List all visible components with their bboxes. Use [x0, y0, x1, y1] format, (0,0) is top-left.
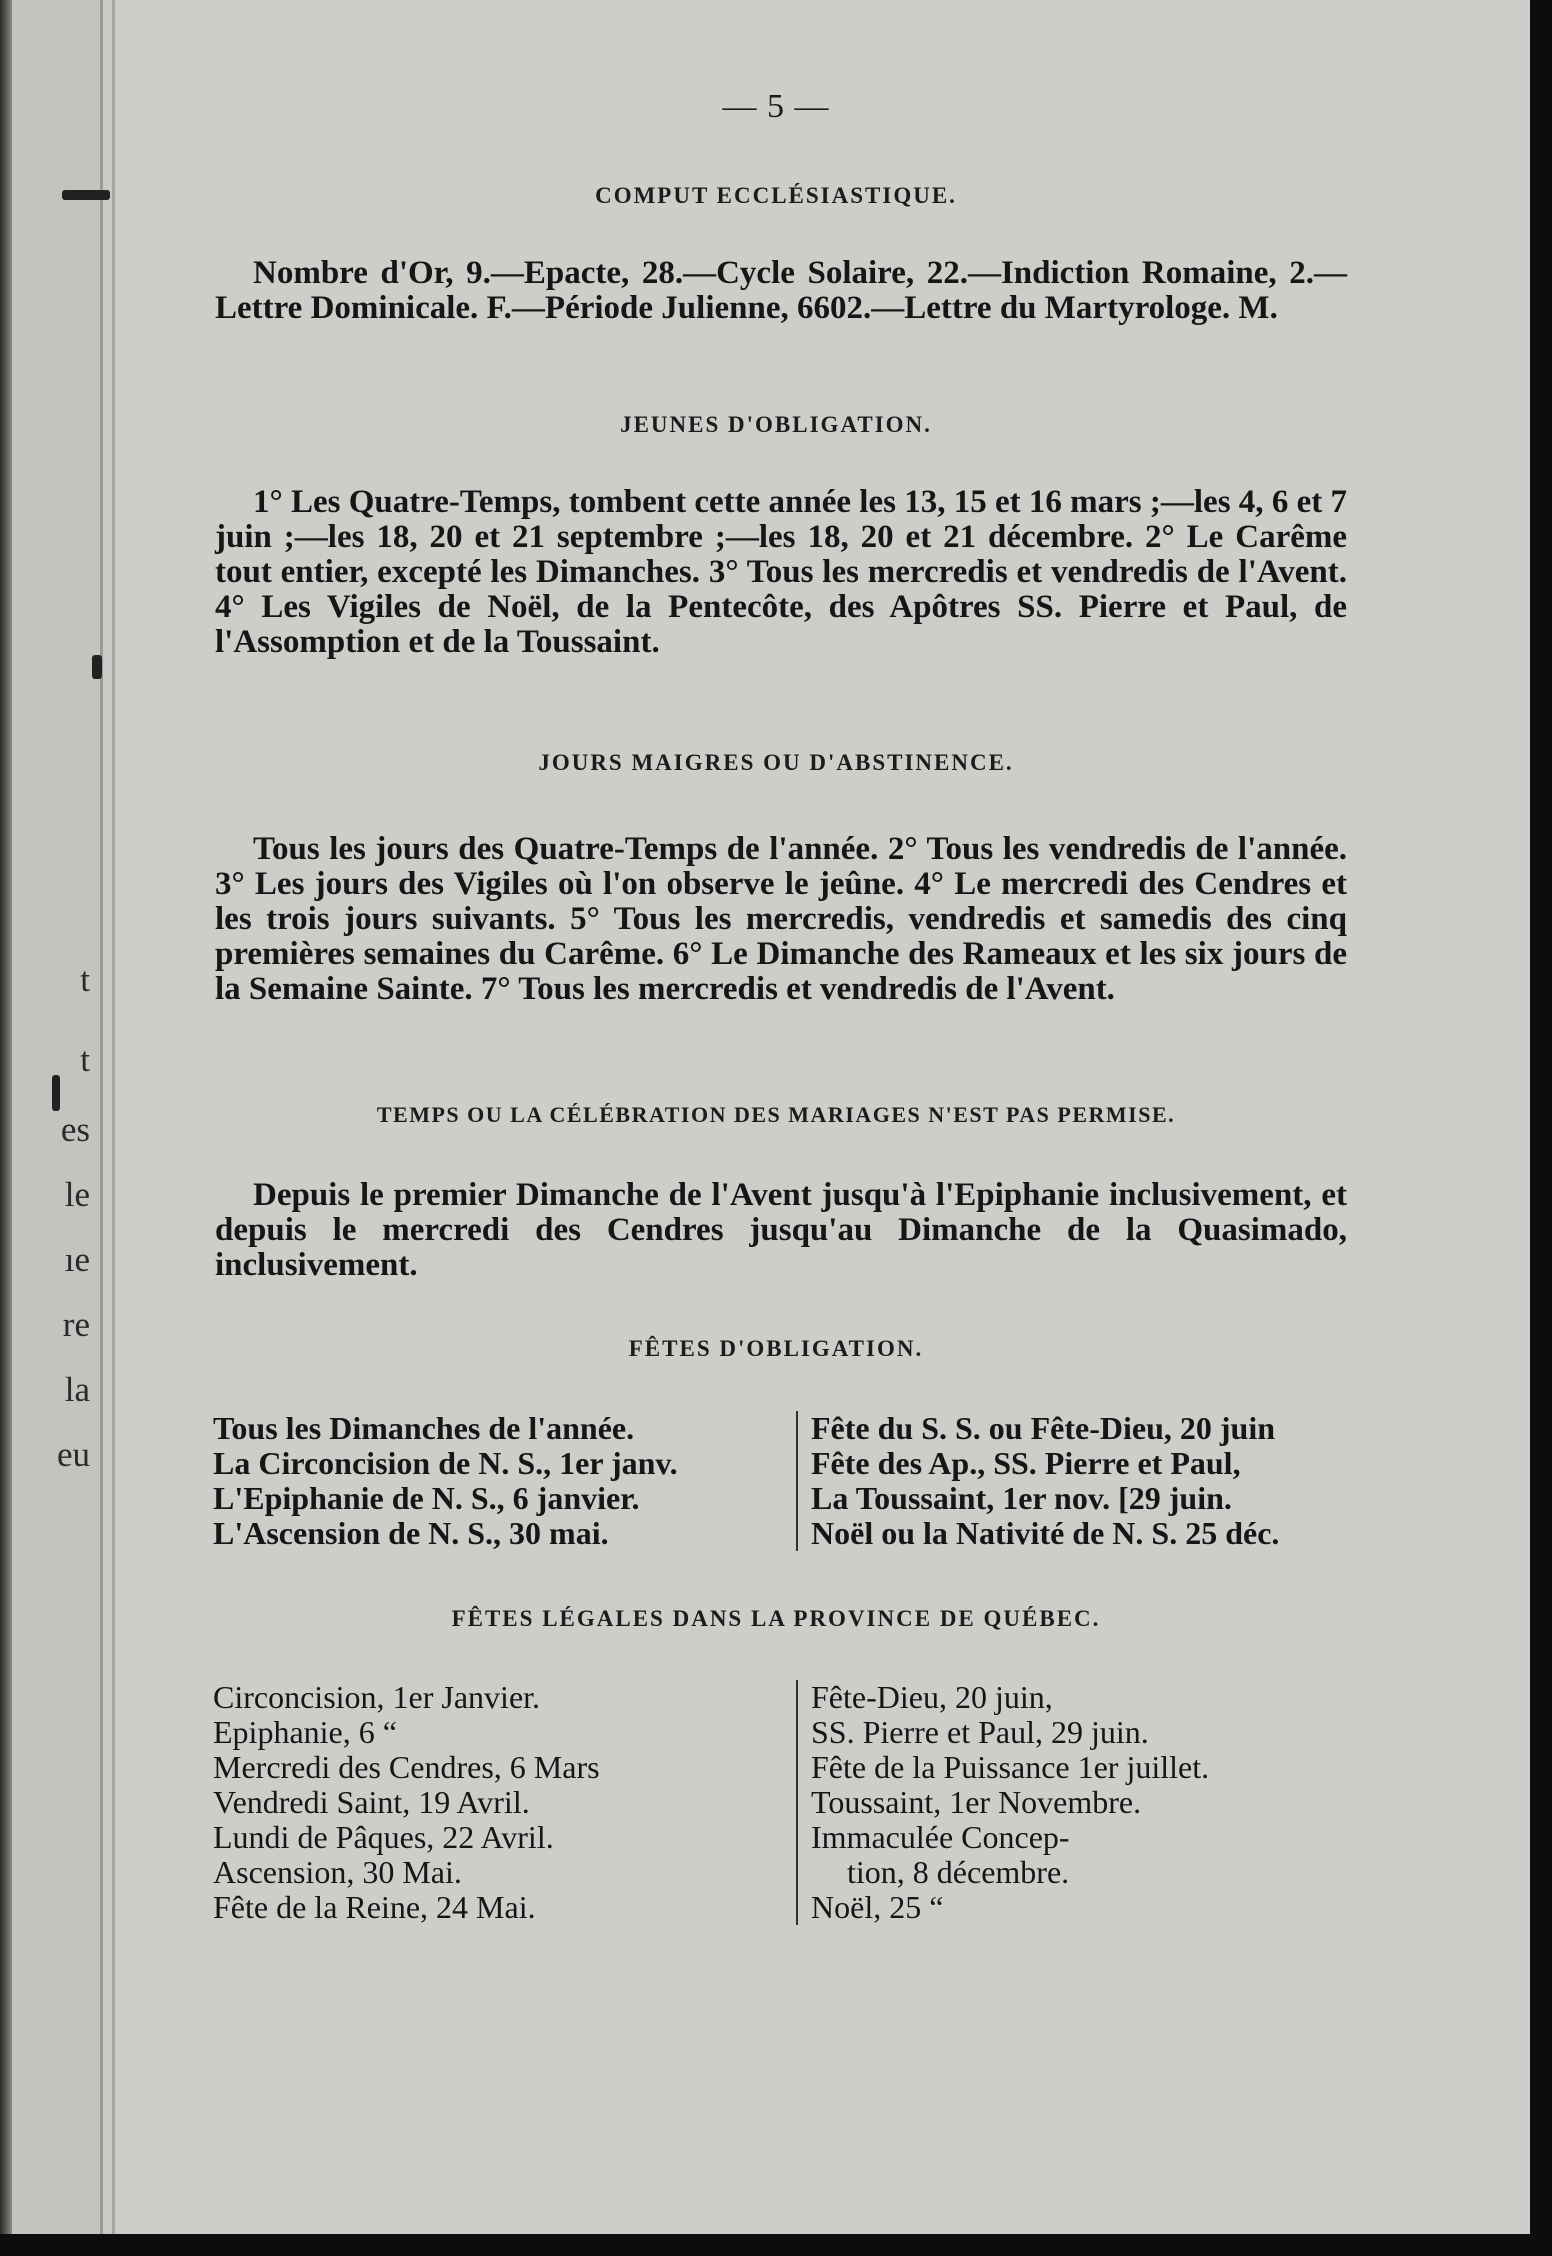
paragraph-comput: Nombre d'Or, 9.—Epacte, 28.—Cycle Solaire, 22.—Indiction Romaine, 2.—Lettre Dominicale. F.—Période Julienne, 6602.—Lettre du Martyrologe. M.	[215, 255, 1347, 326]
fetes-obligation-table	[213, 1411, 1353, 1556]
facing-page-text: eu	[56, 1435, 90, 1474]
list-item: Tous les Dimanches de l'année.	[213, 1410, 635, 1446]
list-item: Fête-Dieu, 20 juin,	[811, 1679, 1053, 1715]
facing-page-text: le	[64, 1175, 90, 1214]
list-item: L'Ascension de N. S., 30 mai.	[213, 1515, 609, 1551]
facing-page-strip	[0, 0, 103, 2256]
heading-mariages: TEMPS OU LA CÉLÉBRATION DES MARIAGES N'EST PAS PERMISE.	[376, 1102, 1176, 1127]
list-item: Mercredi des Cendres, 6 Mars	[213, 1749, 600, 1785]
ink-mark	[92, 655, 102, 679]
heading-comput: COMPUT ECCLÉSIASTIQUE.	[595, 183, 957, 208]
list-item: Fête des Ap., SS. Pierre et Paul,	[811, 1445, 1241, 1481]
list-item: Toussaint, 1er Novembre.	[811, 1784, 1142, 1820]
heading-fetes-legales: FÊTES LÉGALES DANS LA PROVINCE DE QUÉBEC.	[451, 1606, 1101, 1631]
facing-page-text: es	[60, 1110, 90, 1149]
list-item: Ascension, 30 Mai.	[213, 1854, 462, 1890]
list-item: Fête de la Reine, 24 Mai.	[213, 1889, 536, 1925]
list-item: La Circoncision de N. S., 1er janv.	[213, 1445, 678, 1481]
scan-border-right	[1530, 0, 1552, 2256]
list-item: Epiphanie, 6 “	[213, 1714, 397, 1750]
list-item: Noël ou la Nativité de N. S. 25 déc.	[811, 1515, 1280, 1551]
list-item: Fête de la Puissance 1er juillet.	[811, 1749, 1210, 1785]
facing-page-text: t	[80, 1040, 90, 1079]
facing-page-text: t	[80, 960, 90, 999]
fetes-legales-right-column	[796, 1680, 1371, 1925]
paragraph-mariages: Depuis le premier Dimanche de l'Avent jusqu'à l'Epiphanie inclusivement, et depuis le mercredi des Cendres jusqu'au Dimanche de la Quasimado, inclusivement.	[215, 1177, 1347, 1283]
heading-jours-maigres: JOURS MAIGRES OU D'ABSTINENCE.	[538, 750, 1014, 775]
list-item: tion, 8 décembre.	[847, 1854, 1070, 1890]
paragraph-jours-maigres: Tous les jours des Quatre-Temps de l'année. 2° Tous les vendredis de l'année. 3° Les jours des Vigiles où l'on observe le jeûne. 4° Le mercredi des Cendres et les trois jours suivants. 5° Tous les mercredis, vendredis et samedis des cinq premières semaines du Carême. 6° Le Dimanche des Rameaux et les six jours de la Semaine Sainte. 7° Tous les mercredis et vendredis de l'Avent.	[215, 831, 1347, 1007]
heading-jeunes: JEUNES D'OBLIGATION.	[620, 412, 932, 437]
fetes-obligation-left-column	[213, 1411, 773, 1551]
list-item: Noël, 25 “	[811, 1889, 944, 1925]
list-item: Vendredi Saint, 19 Avril.	[213, 1784, 530, 1820]
heading-fetes-obligation: FÊTES D'OBLIGATION.	[628, 1336, 924, 1361]
facing-page-text: ıe	[64, 1240, 90, 1279]
scan-border-bottom	[0, 2234, 1552, 2256]
facing-page-text: la	[64, 1370, 90, 1409]
page-number: — 5 —	[722, 88, 830, 125]
list-item: Fête du S. S. ou Fête-Dieu, 20 juin	[811, 1410, 1275, 1446]
list-item: SS. Pierre et Paul, 29 juin.	[811, 1714, 1149, 1750]
list-item: Lundi de Pâques, 22 Avril.	[213, 1819, 554, 1855]
paragraph-jeunes: 1° Les Quatre-Temps, tombent cette année les 13, 15 et 16 mars ;—les 4, 6 et 7 juin ;—les 18, 20 et 21 septembre ;—les 18, 20 et 21 décembre. 2° Le Carême tout entier, excepté les Dimanches. 3° Tous les mercredis et vendredis de l'Avent. 4° Les Vigiles de Noël, de la Pentecôte, des Apôtres SS. Pierre et Paul, de l'Assomption et de la Toussaint.	[215, 484, 1347, 660]
list-item: Immaculée Concep-	[811, 1819, 1070, 1855]
list-item: L'Epiphanie de N. S., 6 janvier.	[213, 1480, 640, 1516]
list-item: Circoncision, 1er Janvier.	[213, 1679, 541, 1715]
facing-page-text: re	[62, 1305, 90, 1344]
list-item: La Toussaint, 1er nov. [29 juin.	[811, 1480, 1232, 1516]
fetes-legales-left-column	[213, 1680, 773, 1925]
fetes-legales-table	[213, 1680, 1353, 1930]
fetes-obligation-right-column	[796, 1411, 1371, 1551]
